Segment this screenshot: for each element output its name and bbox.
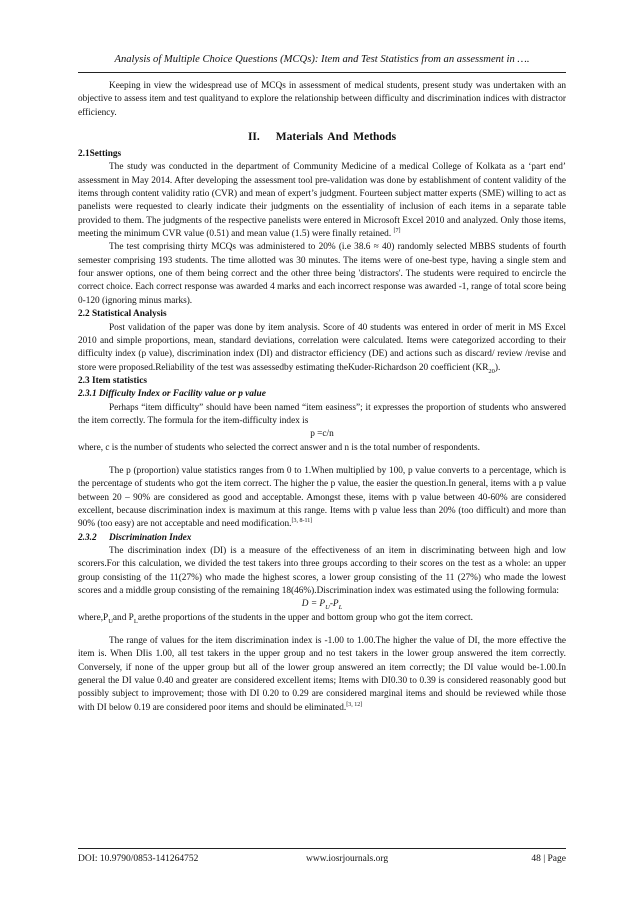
discrimination-p2-text: The range of values for the item discrimination index is -1.00 to 1.00.The higher the value of DI, the more effective the item is. When DIis 1.00, all test takers in the upper group and no test takers in the lower group answered the item correctly. Conversely, if none of the upper group but all of the lower group answered an item correctly; the DI value would be-1.00.In general the DI value 0.40 and greater are considered excellent items; Items with DI0.30 to 0.39 is considered reasonably good but possibly subject to improvement; those with DI 0.20 to 0.29 are considered marginal items and should be reviewed while those with DI below 0.19 are considered poor items and should be eliminated. xyxy=(78,636,566,713)
intro-paragraph: Keeping in view the widespread use of MCQs in assessment of medical students, present study was undertaken with an objective to assess item and test qualityand to explore the relationship between difficulty and discrimination indices with distractor efficiency. xyxy=(78,81,566,118)
analysis-text: Post validation of the paper was done by item analysis. Score of 40 students was entered in order of merit in MS Excel 2010 and simple proportions, mean, standard deviations, correlation were calculated. Items were categorized according to their difficulty index (p value), discrimination index (DI) and distractor efficiency (DE) and actions such as discard/ review /revise and store were proposed.Reliability of the test was assessedby estimating theKuder-Richardson 20 coefficient (KR xyxy=(78,322,566,373)
kr-subscript: 20 xyxy=(488,367,495,375)
settings-paragraph-2: The test comprising thirty MCQs was administered to 20% (i.e 38.6 ≈ 40) randomly selected MBBS students of fourth semester comprising 193 students. The time allotted was 30 minutes. The items were of one-best type, having a single stem and four answer options, one of them being correct and the other three being 'distractors'. The students were required to encircle the correct choice. Each correct response was awarded 4 marks and each incorrect response was awarded -1, range of total score being 0-120 (ignoring minus marks). xyxy=(78,242,566,306)
discrimination-heading xyxy=(78,532,566,545)
analysis-text-end: ). xyxy=(494,362,501,373)
difficulty-paragraph-1: Perhaps “item difficulty” should have been named “item easiness”; it expresses the proportion of students who answered the item correctly. The formula for the item-difficulty index is xyxy=(78,402,566,426)
discrimination-formula xyxy=(78,598,566,611)
citation: [3, 12] xyxy=(346,701,363,708)
discrimination-paragraph-2 xyxy=(78,635,566,715)
formula-l-subscript: L xyxy=(338,604,343,612)
footer-rule xyxy=(78,848,566,849)
formula-u-subscript: U xyxy=(325,604,330,612)
settings-heading: 2.1Settings xyxy=(78,149,122,160)
difficulty-paragraph-2: where, c is the number of students who selected the correct answer and n is the total number of respondents. xyxy=(78,442,480,453)
analysis-paragraph xyxy=(78,322,566,375)
discrimination-paragraph-1: The discrimination index (DI) is a measure of the effectiveness of an item in discriminating between high and low scorers.For this calculation, we divided the test takers into three groups according to their scores on the test as a whole: an upper group consisting of the 11(27%) who made the highest scores, a lower group consisting of the 11 (27%) who made the lowest scores and a middle group consisting of the remaining 18(46%).Discrimination index was estimated using the following formula: xyxy=(78,546,566,597)
difficulty-paragraph-3 xyxy=(78,465,566,532)
formula-minus: -P xyxy=(329,599,339,610)
discrimination-number: 2.3.2 xyxy=(78,532,97,543)
analysis-heading: 2.2 Statistical Analysis xyxy=(78,309,167,320)
difficulty-p3-text: The p (proportion) value statistics ranges from 0 to 1.When multiplied by 100, p value converts to a percentage, which is the percentage of students who got the item correct. The higher the p value, the easier the question.In general, items with a p value between 20 – 90% are considered as good and acceptable. Amongst these, items with p value between 40-60% are considered excellent, because discrimination index is maximum at this range. Items with p value less than 20% (too difficult) and more than 90% (too easy) are not acceptable and need modification. xyxy=(78,465,566,530)
where-b: and P xyxy=(112,612,134,623)
footer-doi: DOI: 10.9790/0853-141264752 xyxy=(78,854,199,864)
citation: [7] xyxy=(393,228,401,234)
discrimination-title: Discrimination Index xyxy=(109,532,192,543)
running-header: Analysis of Multiple Choice Questions (MCQs): Item and Test Statistics from an assessment in …. xyxy=(114,54,530,65)
section-number: II. xyxy=(247,131,260,144)
where-c: arethe proportions of the students in the upper and bottom group who got the item correct. xyxy=(137,612,473,623)
where-l-subscript: L xyxy=(133,617,138,625)
footer-page-number: 48 | Page xyxy=(531,854,566,864)
section-heading xyxy=(78,130,566,144)
body-text xyxy=(78,80,566,715)
citation: [3, 8-11] xyxy=(291,518,313,525)
settings-p1-text: The study was conducted in the department of Community Medicine of a medical College of Kolkata as a ‘part end’ assessment in May 2014. After developing the assessment tool pre-validation was done by establishment of content validity of the items through content validity ratio (CVR) and mean of expert’s judgment. Fourteen subject matter experts (SME) willing to act as panelists were requested to clearly indicate their judgments on the essentiality of inclusion of each items in a separate table provided to them. The judgments of the respective panelists were entered in Microsoft Excel 2010 and analyzed. Only those items, meeting the minimum CVR value (0.51) and mean value (1.5) were finally retained. xyxy=(78,162,566,240)
where-u-subscript: U xyxy=(108,617,113,625)
discrimination-where xyxy=(78,612,566,625)
settings-paragraph-1 xyxy=(78,161,566,241)
difficulty-formula: p =c/n xyxy=(310,429,334,440)
item-statistics-heading: 2.3 Item statistics xyxy=(78,375,147,386)
difficulty-index-heading: 2.3.1 Difficulty Index or Facility value or p value xyxy=(78,389,266,400)
where-a: where,P xyxy=(78,612,109,623)
formula-lhs: D = P xyxy=(301,599,326,610)
section-title: Materials And Methods xyxy=(275,131,397,144)
footer-website: www.iosrjournals.org xyxy=(306,854,389,864)
header-rule xyxy=(78,72,566,73)
